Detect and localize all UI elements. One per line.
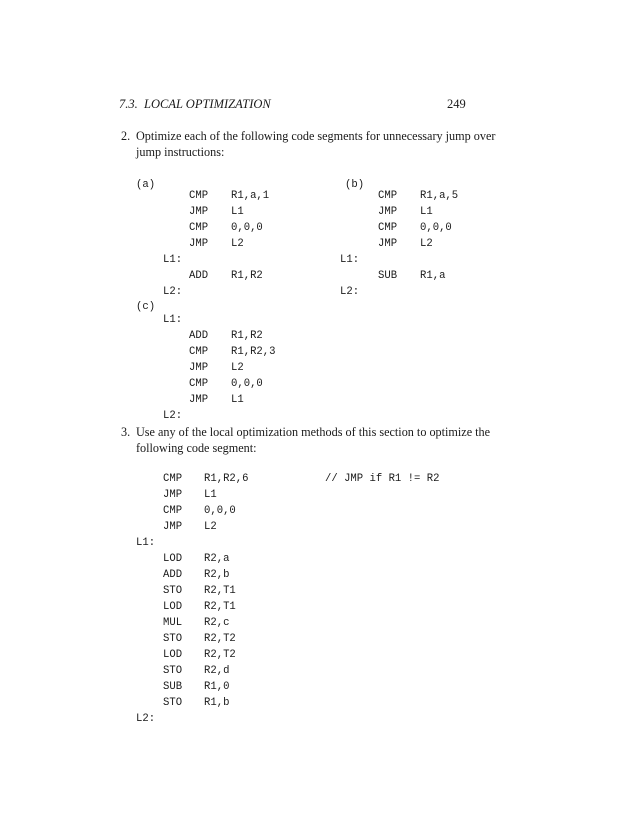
code-operand: R1,R2,3 xyxy=(231,346,276,358)
code-operand: R2,T1 xyxy=(204,585,236,597)
code-operand: R2,c xyxy=(204,617,230,629)
code-operand: R2,b xyxy=(204,569,230,581)
code-operand: 0,0,0 xyxy=(204,505,236,517)
code-opcode: SUB xyxy=(163,681,183,693)
problem-3-text-line-2: following code segment: xyxy=(136,441,257,455)
code-opcode: STO xyxy=(163,585,183,597)
code-opcode: CMP xyxy=(378,222,398,234)
segment-a-label: (a) xyxy=(136,179,156,191)
code-operand: 0,0,0 xyxy=(420,222,452,234)
code-operand: L2 xyxy=(231,238,244,250)
code-opcode: ADD xyxy=(189,330,209,342)
code-label: L2: xyxy=(340,286,360,298)
code-operand: R2,a xyxy=(204,553,230,565)
code-opcode: JMP xyxy=(163,489,183,501)
code-label: L1: xyxy=(340,254,360,266)
segment-b-label: (b) xyxy=(345,179,365,191)
code-label: L1: xyxy=(136,537,156,549)
code-operand: 0,0,0 xyxy=(231,378,263,390)
code-label: L2: xyxy=(136,713,156,725)
code-operand: R2,d xyxy=(204,665,230,677)
code-label: L2: xyxy=(163,286,183,298)
code-opcode: JMP xyxy=(189,362,209,374)
code-operand: L1 xyxy=(204,489,217,501)
code-operand: R1,R2,6 xyxy=(204,473,249,485)
code-opcode: CMP xyxy=(163,505,183,517)
code-operand: L2 xyxy=(420,238,433,250)
code-opcode: STO xyxy=(163,665,183,677)
segment-c-label: (c) xyxy=(136,301,156,313)
code-operand: R2,T1 xyxy=(204,601,236,613)
problem-2-text-line-1: Optimize each of the following code segments for unnecessary jump over xyxy=(136,129,496,143)
code-opcode: ADD xyxy=(163,569,183,581)
code-label: L1: xyxy=(163,254,183,266)
code-opcode: MUL xyxy=(163,617,183,629)
running-header-section: 7.3. LOCAL OPTIMIZATION xyxy=(119,97,271,111)
code-opcode: LOD xyxy=(163,649,183,661)
code-operand: R1,R2 xyxy=(231,330,263,342)
code-operand: R1,b xyxy=(204,697,230,709)
code-operand: R1,a,5 xyxy=(420,190,459,202)
code-label: L2: xyxy=(163,410,183,422)
problem-3-text-line-1: Use any of the local optimization methods of this section to optimize the xyxy=(136,425,491,439)
code-operand: R2,T2 xyxy=(204,633,236,645)
code-opcode: CMP xyxy=(189,346,209,358)
code-opcode: CMP xyxy=(189,222,209,234)
code-opcode: JMP xyxy=(189,394,209,406)
code-operand: 0,0,0 xyxy=(231,222,263,234)
code-opcode: JMP xyxy=(189,206,209,218)
code-operand: L2 xyxy=(204,521,217,533)
code-operand: R1,a xyxy=(420,270,446,282)
code-opcode: JMP xyxy=(378,206,398,218)
code-opcode: JMP xyxy=(163,521,183,533)
code-operand: L1 xyxy=(231,206,244,218)
code-operand: R1,0 xyxy=(204,681,230,693)
problem-2-text-line-2: jump instructions: xyxy=(136,145,225,159)
code-comment: // JMP if R1 != R2 xyxy=(325,473,440,485)
code-operand: R2,T2 xyxy=(204,649,236,661)
code-opcode: STO xyxy=(163,633,183,645)
code-opcode: CMP xyxy=(189,190,209,202)
code-operand: L1 xyxy=(231,394,244,406)
problem-2-number: 2. xyxy=(121,129,131,143)
code-opcode: STO xyxy=(163,697,183,709)
code-opcode: LOD xyxy=(163,601,183,613)
code-opcode: LOD xyxy=(163,553,183,565)
code-operand: L1 xyxy=(420,206,433,218)
code-operand: R1,a,1 xyxy=(231,190,270,202)
code-operand: R1,R2 xyxy=(231,270,263,282)
code-label: L1: xyxy=(163,314,183,326)
problem-3-number: 3. xyxy=(121,425,131,439)
code-opcode: JMP xyxy=(189,238,209,250)
code-operand: L2 xyxy=(231,362,244,374)
code-opcode: CMP xyxy=(189,378,209,390)
code-opcode: JMP xyxy=(378,238,398,250)
code-opcode: CMP xyxy=(163,473,183,485)
code-opcode: CMP xyxy=(378,190,398,202)
running-header-page-number: 249 xyxy=(447,97,466,111)
code-opcode: SUB xyxy=(378,270,398,282)
code-opcode: ADD xyxy=(189,270,209,282)
